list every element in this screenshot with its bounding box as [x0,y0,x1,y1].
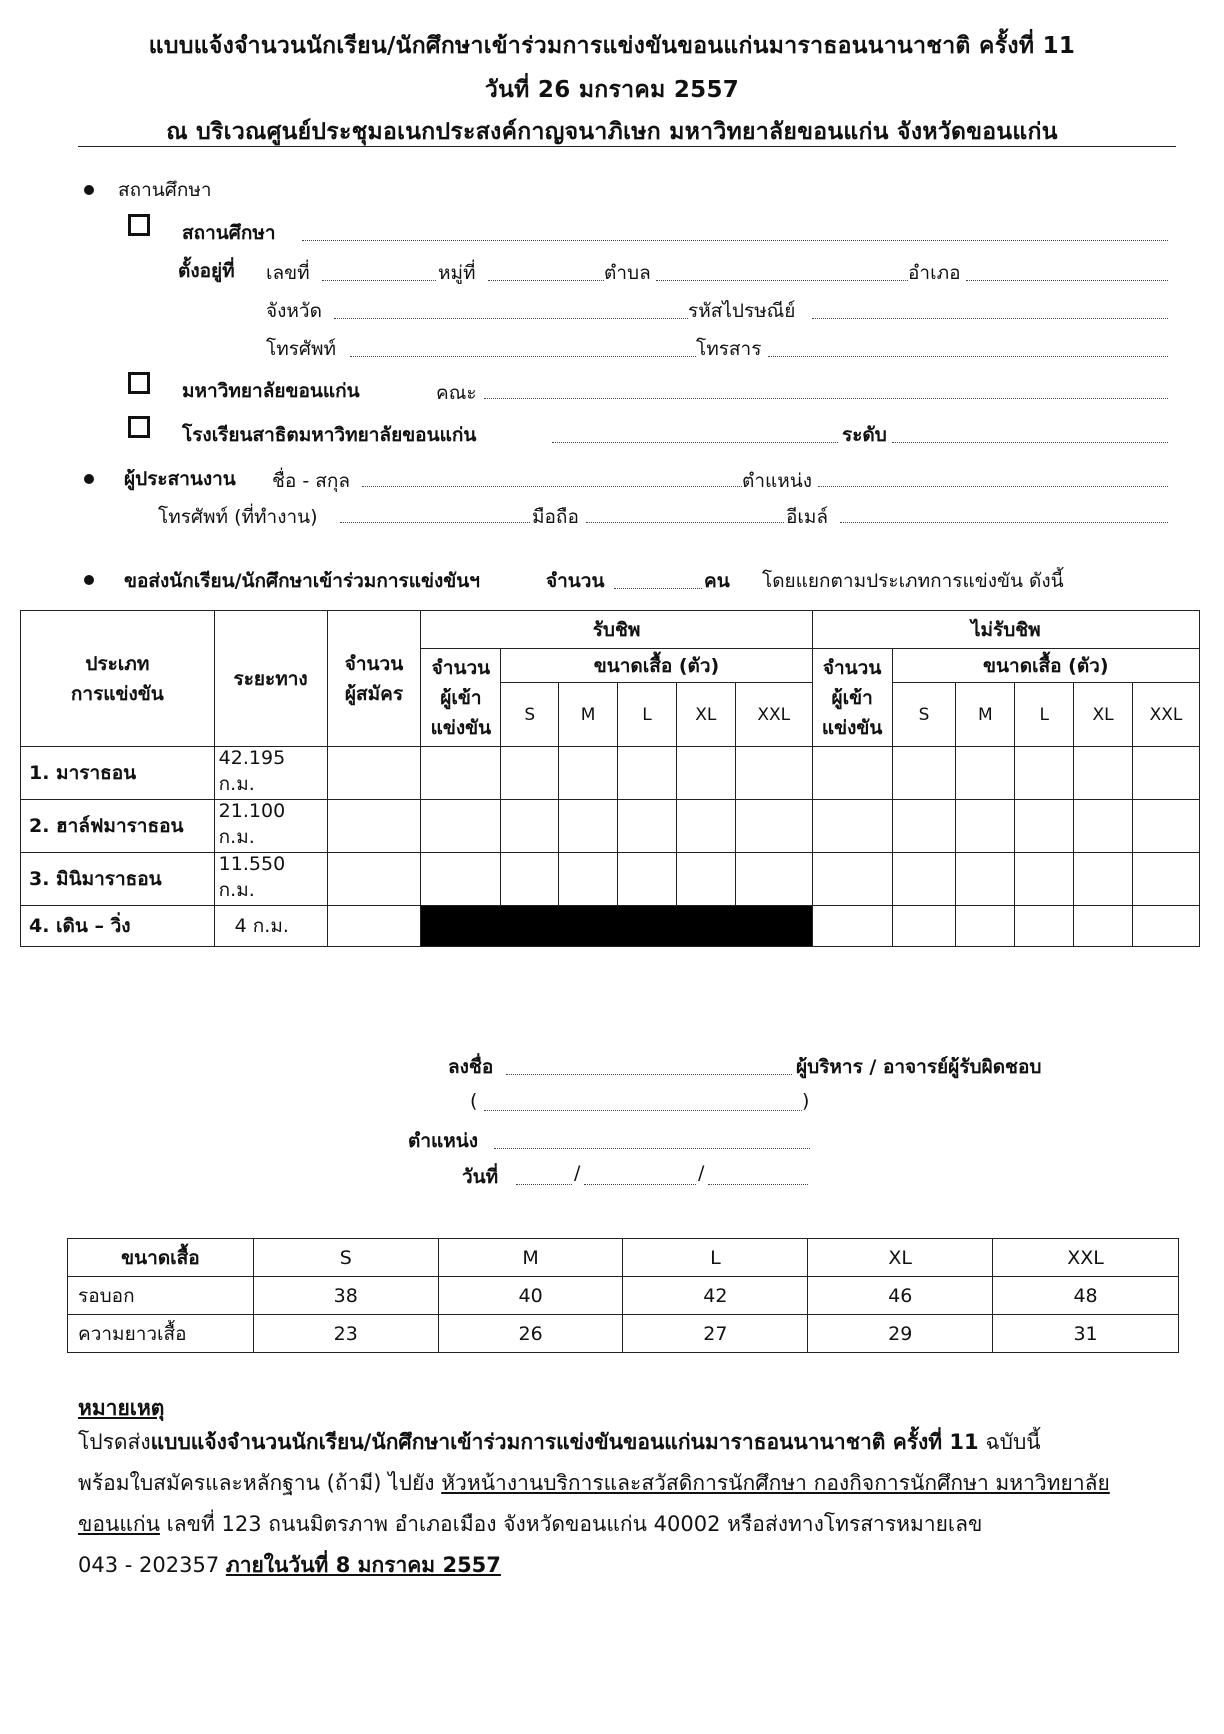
event-date: วันที่ 26 มกราคม 2557 [484,77,740,103]
date-year-field[interactable] [708,1184,808,1185]
size-header: XL [1074,683,1133,747]
input-cell[interactable] [1015,853,1074,906]
note-heading: หมายเหตุ [78,1396,165,1420]
moo-label: หมู่ที่ [438,262,476,284]
faculty-field[interactable] [484,398,1168,399]
note-text: โปรดส่ง [78,1430,151,1454]
input-cell[interactable] [1074,747,1133,800]
input-cell[interactable] [676,747,735,800]
amphoe-label: อำเภอ [908,262,961,284]
coordinator-position-field[interactable] [818,486,1168,487]
event-venue: ณ บริเวณศูนย์ประชุมอเนกประสงค์กาญจนาภิเษก มหาวิทยาลัยขอนแก่น จังหวัดขอนแก่น [166,119,1058,145]
kku-option-label: มหาวิทยาลัยขอนแก่น [182,380,360,402]
tambon-field[interactable] [656,280,908,281]
col-header-type [21,611,215,747]
house-no-field[interactable] [322,280,436,281]
input-cell[interactable] [1132,853,1199,906]
registration-table [20,610,1200,947]
sign-label: ลงชื่อ [448,1056,494,1078]
note-line-2 [78,1463,1178,1504]
checkbox-institution[interactable] [128,214,150,236]
institution-option-label: สถานศึกษา [182,222,276,244]
signer-role: ผู้บริหาร / อาจารย์ผู้รับผิดชอบ [796,1056,1042,1078]
position-field[interactable] [494,1148,810,1149]
note-line-3 [78,1504,1178,1545]
chest-value: 42 [623,1277,808,1315]
blocked-cells [421,906,812,947]
input-cell[interactable] [1015,800,1074,853]
input-cell[interactable] [501,800,559,853]
table-row [21,747,1200,800]
chest-value: 40 [438,1277,623,1315]
input-cell[interactable] [618,800,677,853]
input-cell[interactable] [892,906,956,947]
size-chart-size: XXL [993,1239,1179,1277]
input-cell[interactable] [421,747,501,800]
house-no-label: เลขที่ [266,262,310,284]
input-cell[interactable] [1074,853,1133,906]
input-cell[interactable] [1132,800,1199,853]
checkbox-khon-kaen-university[interactable] [128,372,150,394]
sub-header-count-with [421,649,501,747]
note-deadline: ภายในวันที่ 8 มกราคม 2557 [225,1553,501,1577]
size-chart-size: L [623,1239,808,1277]
table-row [68,1277,1179,1315]
date-day-field[interactable] [516,1184,572,1185]
input-cell[interactable] [327,853,421,906]
input-cell[interactable] [1015,906,1074,947]
size-chart-size: S [253,1239,438,1277]
input-cell[interactable] [892,853,956,906]
sub-header-shirt-size-with: ขนาดเสื้อ (ตัว) [501,649,812,683]
sub-count-line1: จำนวน [431,656,491,679]
input-cell[interactable] [735,747,812,800]
group-header-with-medal: รับชิพ [421,611,812,649]
mobile-label: มือถือ [532,506,579,528]
form-title: แบบแจ้งจำนวนนักเรียน/นักศึกษาเข้าร่วมการแข่งขันขอนแก่นมาราธอนนานาชาติ ครั้งที่ 11 [148,33,1076,59]
demo-school-option-label: โรงเรียนสาธิตมหาวิทยาลัยขอนแก่น [182,424,477,446]
input-cell[interactable] [618,853,677,906]
input-cell[interactable] [812,906,892,947]
date-slash: / [574,1162,581,1184]
work-phone-field[interactable] [340,522,530,523]
length-value: 31 [993,1315,1179,1353]
input-cell[interactable] [327,747,421,800]
length-value: 29 [808,1315,993,1353]
work-phone-label: โทรศัพท์ (ที่ทำงาน) [158,506,318,528]
input-cell[interactable] [559,747,618,800]
province-label: จังหวัด [266,300,322,322]
header-divider [78,146,1176,147]
race-distance: 11.550 ก.ม. [214,853,327,906]
province-field[interactable] [334,318,688,319]
size-header: M [559,683,618,747]
signature-field[interactable] [506,1074,792,1075]
shirt-size-chart [67,1238,1179,1353]
input-cell[interactable] [421,800,501,853]
input-cell[interactable] [956,747,1015,800]
coordinator-name-field[interactable] [362,486,742,487]
race-type: 2. ฮาล์ฟมาราธอน [21,800,215,853]
input-cell[interactable] [559,800,618,853]
race-type: 4. เดิน – วิ่ง [21,906,215,947]
fax-field[interactable] [768,356,1168,357]
send-text: ขอส่งนักเรียน/นักศึกษาเข้าร่วมการแข่งขันฯ [124,570,480,592]
faculty-label: คณะ [436,382,477,404]
demo-school-field[interactable] [552,442,838,443]
col-type-line1: ประเภท [85,652,150,675]
input-cell[interactable] [501,747,559,800]
email-label: อีเมล์ [786,506,829,528]
level-field[interactable] [892,442,1168,443]
note-text: พร้อมใบสมัครและหลักฐาน (ถ้ามี) ไปยัง [78,1471,442,1495]
note-form-name: แบบแจ้งจำนวนนักเรียน/นักศึกษาเข้าร่วมการแข่งขันขอนแก่นมาราธอนนานาชาติ ครั้งที่ 11 [150,1430,979,1454]
bullet-icon [84,185,94,195]
note-line-1 [78,1422,1178,1463]
date-month-field[interactable] [584,1184,696,1185]
sub-header-count-without [812,649,892,747]
sub-count-line3: แข่งขัน [430,716,492,739]
coordinator-heading: ผู้ประสานงาน [124,468,236,490]
col-header-distance: ระยะทาง [214,611,327,747]
input-cell[interactable] [559,853,618,906]
note-recipient-cont: ขอนแก่น [78,1512,160,1536]
sub-count-line2: ผู้เข้า [440,686,482,709]
group-header-without-medal: ไม่รับชิพ [812,611,1199,649]
input-cell[interactable] [735,853,812,906]
checkbox-kku-demonstration-school[interactable] [128,416,150,438]
sub-count-line2: ผู้เข้า [831,686,873,709]
note-recipient: หัวหน้างานบริการและสวัสดิการนักศึกษา กองกิจการนักศึกษา มหาวิทยาลัย [441,1471,1110,1495]
institution-heading: สถานศึกษา [118,179,212,201]
size-chart-size: M [438,1239,623,1277]
coordinator-name-label: ชื่อ - สกุล [272,470,350,492]
chest-label: รอบอก [68,1277,254,1315]
size-header: XXL [1132,683,1199,747]
send-suffix: โดยแยกตามประเภทการแข่งขัน ดังนี้ [762,570,1064,592]
input-cell[interactable] [421,853,501,906]
input-cell[interactable] [327,906,421,947]
level-label: ระดับ [842,424,887,446]
moo-field[interactable] [488,280,604,281]
table-row [21,906,1200,947]
phone-field[interactable] [350,356,696,357]
send-unit: คน [704,570,730,592]
race-type: 1. มาราธอน [21,747,215,800]
amphoe-field[interactable] [966,280,1168,281]
chest-value: 48 [993,1277,1179,1315]
size-chart-header: ขนาดเสื้อ [68,1239,254,1277]
note-text: ฉบับนี้ [978,1430,1041,1454]
institution-name-field[interactable] [302,240,1168,241]
mobile-field[interactable] [586,522,784,523]
input-cell[interactable] [327,800,421,853]
input-cell[interactable] [735,800,812,853]
postcode-label: รหัสไปรษณีย์ [688,300,796,322]
sub-count-line3: แข่งขัน [821,716,883,739]
position-label: ตำแหน่ง [408,1130,479,1152]
paren-open: ( [470,1090,478,1112]
note-line-4 [78,1545,1178,1586]
input-cell[interactable] [1132,747,1199,800]
paren-close: ) [802,1090,810,1112]
length-value: 27 [623,1315,808,1353]
length-value: 26 [438,1315,623,1353]
address-label: ตั้งอยู่ที่ [178,260,235,282]
input-cell[interactable] [1074,906,1133,947]
input-cell[interactable] [618,747,677,800]
input-cell[interactable] [956,800,1015,853]
input-cell[interactable] [892,747,956,800]
input-cell[interactable] [812,800,892,853]
size-header: M [956,683,1015,747]
race-distance: 21.100 ก.ม. [214,800,327,853]
date-label: วันที่ [462,1166,499,1188]
size-header: XL [676,683,735,747]
size-header: L [1015,683,1074,747]
size-chart-size: XL [808,1239,993,1277]
race-type: 3. มินิมาราธอน [21,853,215,906]
input-cell[interactable] [1015,747,1074,800]
table-row [68,1315,1179,1353]
postcode-field[interactable] [812,318,1168,319]
col-header-applicants [327,611,421,747]
bullet-icon [84,474,94,484]
sub-header-shirt-size-without: ขนาดเสื้อ (ตัว) [892,649,1199,683]
note-address: เลขที่ 123 ถนนมิตรภาพ อำเภอเมือง จังหวัดขอนแก่น 40002 หรือส่งทางโทรสารหมายเลข [159,1512,983,1536]
fax-label: โทรสาร [696,338,762,360]
input-cell[interactable] [956,906,1015,947]
send-count-field[interactable] [614,588,702,589]
input-cell[interactable] [501,853,559,906]
chest-value: 46 [808,1277,993,1315]
sub-count-line1: จำนวน [822,656,882,679]
table-row [21,853,1200,906]
input-cell[interactable] [1074,800,1133,853]
input-cell[interactable] [812,853,892,906]
note-body [78,1422,1178,1586]
col-applicants-line1: จำนวน [344,652,404,675]
chest-value: 38 [253,1277,438,1315]
size-header: XXL [735,683,812,747]
input-cell[interactable] [812,747,892,800]
size-header: S [501,683,559,747]
col-applicants-line2: ผู้สมัคร [344,682,404,705]
length-label: ความยาวเสื้อ [68,1315,254,1353]
send-count-label: จำนวน [546,570,605,592]
input-cell[interactable] [676,800,735,853]
input-cell[interactable] [892,800,956,853]
email-field[interactable] [840,522,1168,523]
race-distance: 4 ก.ม. [214,906,327,947]
size-header: S [892,683,956,747]
tambon-label: ตำบล [604,262,651,284]
printed-name-field[interactable] [484,1110,802,1111]
input-cell[interactable] [1132,906,1199,947]
table-row [21,800,1200,853]
coordinator-position-label: ตำแหน่ง [742,470,813,492]
length-value: 23 [253,1315,438,1353]
race-distance: 42.195 ก.ม. [214,747,327,800]
date-slash: / [698,1162,705,1184]
input-cell[interactable] [676,853,735,906]
bullet-icon [84,575,94,585]
input-cell[interactable] [956,853,1015,906]
size-header: L [618,683,677,747]
note-fax-number: 043 - 202357 [78,1553,226,1577]
phone-label: โทรศัพท์ [266,338,337,360]
col-type-line2: การแข่งขัน [70,682,164,705]
